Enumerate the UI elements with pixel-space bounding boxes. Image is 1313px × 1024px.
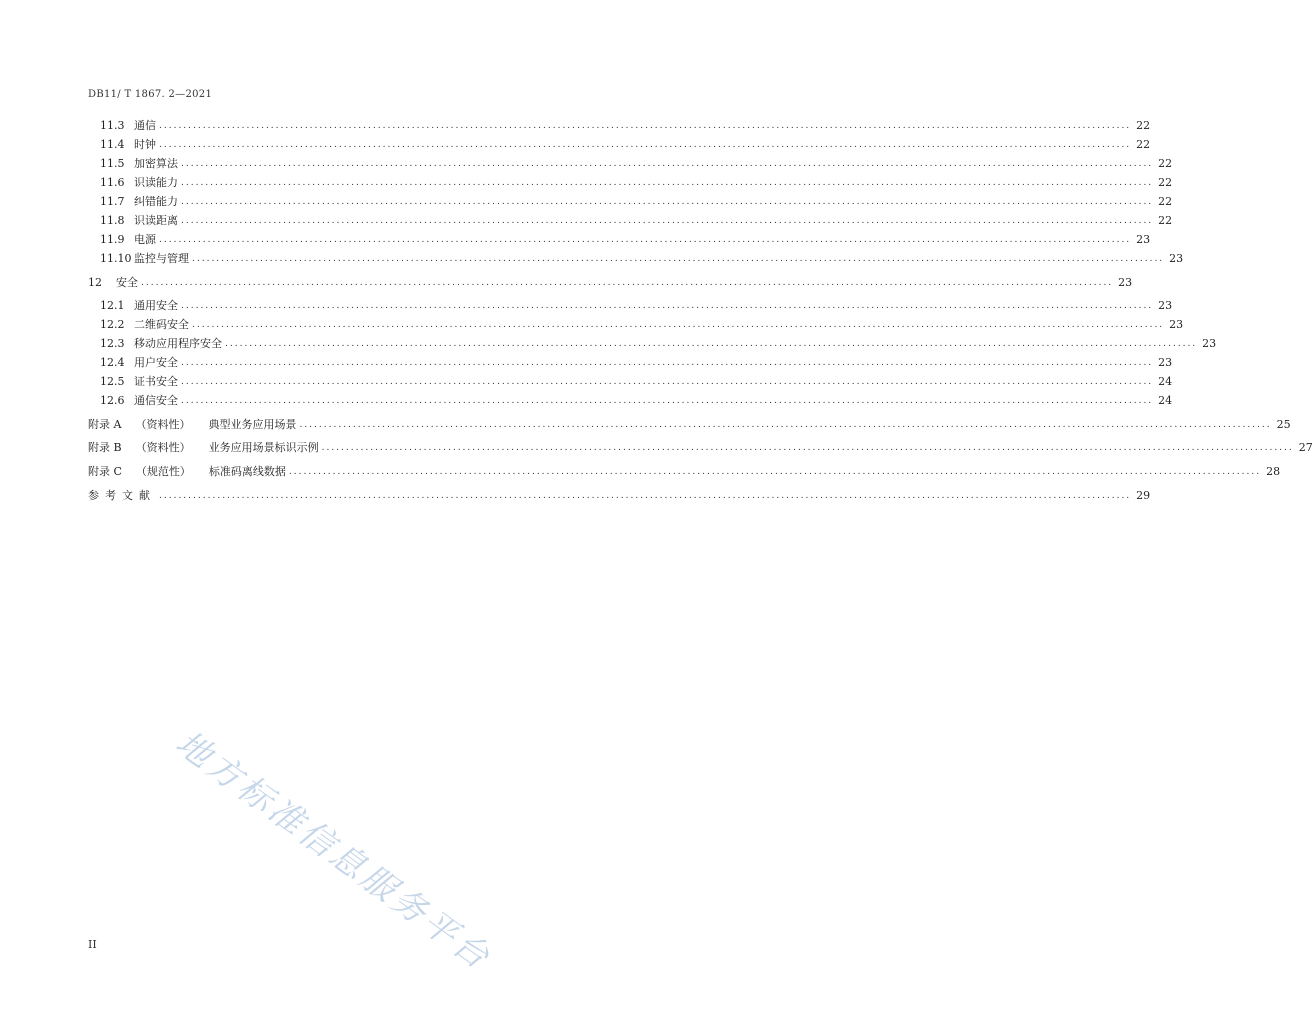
toc-leader: ........................................................................................................................................................................................................ bbox=[181, 377, 1154, 387]
toc-leader: ........................................................................................................................................................................................................ bbox=[141, 278, 1114, 288]
toc-number: 12.5 bbox=[100, 375, 125, 388]
toc-page: 29 bbox=[1136, 489, 1151, 502]
toc-leader: ........................................................................................................................................................................................................ bbox=[181, 358, 1154, 368]
toc-page: 24 bbox=[1158, 394, 1173, 407]
toc-appendix-type: （规范性） bbox=[135, 465, 191, 478]
toc-title: 典型业务应用场景 bbox=[208, 418, 297, 431]
toc-entry-11-8[interactable] bbox=[100, 213, 1173, 229]
toc-title: 监控与管理 bbox=[134, 252, 189, 265]
toc-number: 11.10 bbox=[100, 252, 132, 265]
toc-leader: ........................................................................................................................................................................................................ bbox=[181, 159, 1154, 169]
toc-entry-11-7[interactable] bbox=[100, 194, 1173, 210]
toc-number: 11.3 bbox=[100, 119, 125, 132]
toc-number: 12.4 bbox=[100, 356, 125, 369]
toc-title: 业务应用场景标识示例 bbox=[208, 441, 319, 454]
toc-page: 25 bbox=[1276, 418, 1291, 431]
toc-entry-12[interactable] bbox=[88, 275, 1133, 291]
toc-title: 用户安全 bbox=[134, 356, 178, 369]
toc-title: 识读能力 bbox=[134, 176, 178, 189]
toc-page: 22 bbox=[1158, 157, 1173, 170]
toc-number: 12.6 bbox=[100, 394, 125, 407]
page-number: II bbox=[88, 938, 97, 951]
toc-leader: ........................................................................................................................................................................................................ bbox=[159, 491, 1132, 501]
toc-leader: ........................................................................................................................................................................................................ bbox=[321, 443, 1294, 453]
toc-entry-appendix-a[interactable] bbox=[88, 417, 1291, 433]
toc-leader: ........................................................................................................................................................................................................ bbox=[159, 121, 1132, 131]
toc-title: 通用安全 bbox=[134, 299, 178, 312]
toc-leader: ........................................................................................................................................................................................................ bbox=[192, 254, 1165, 264]
toc-leader: ........................................................................................................................................................................................................ bbox=[159, 235, 1132, 245]
toc-entry-11-10[interactable] bbox=[100, 251, 1184, 267]
toc-page: 23 bbox=[1158, 356, 1173, 369]
toc-entry-references[interactable] bbox=[88, 488, 1151, 504]
toc-title: 标准码离线数据 bbox=[208, 465, 286, 478]
toc-leader: ........................................................................................................................................................................................................ bbox=[288, 467, 1262, 477]
toc-number: 11.8 bbox=[100, 214, 125, 227]
toc-title: 通信 bbox=[134, 119, 156, 132]
toc-number: 附录 C bbox=[88, 465, 122, 478]
toc-entry-11-9[interactable] bbox=[100, 232, 1151, 248]
toc-title: 参考文献 bbox=[88, 489, 156, 502]
toc-page: 22 bbox=[1158, 176, 1173, 189]
toc-entry-11-4[interactable] bbox=[100, 137, 1151, 153]
toc-entry-12-4[interactable] bbox=[100, 355, 1173, 371]
toc-page: 23 bbox=[1158, 299, 1173, 312]
toc-number: 12 bbox=[88, 276, 102, 289]
toc-number: 12.3 bbox=[100, 337, 125, 350]
toc-number: 11.4 bbox=[100, 138, 125, 151]
toc-number: 附录 B bbox=[88, 441, 122, 454]
toc-title: 二维码安全 bbox=[134, 318, 189, 331]
toc-title: 加密算法 bbox=[134, 157, 178, 170]
toc-leader: ........................................................................................................................................................................................................ bbox=[181, 197, 1154, 207]
toc-entry-11-6[interactable] bbox=[100, 175, 1173, 191]
toc-number: 11.5 bbox=[100, 157, 125, 170]
toc-entry-appendix-c[interactable] bbox=[88, 464, 1281, 480]
toc-number: 11.6 bbox=[100, 176, 125, 189]
toc-entry-12-2[interactable] bbox=[100, 317, 1184, 333]
document-id: DB11/ T 1867. 2—2021 bbox=[88, 89, 213, 100]
toc-title: 证书安全 bbox=[134, 375, 178, 388]
toc-page: 23 bbox=[1169, 252, 1184, 265]
toc-appendix-type: （资料性） bbox=[135, 418, 191, 431]
toc-entry-11-3[interactable] bbox=[100, 118, 1151, 134]
toc-entry-12-5[interactable] bbox=[100, 374, 1173, 390]
toc-leader: ........................................................................................................................................................................................................ bbox=[192, 320, 1165, 330]
toc-page: 23 bbox=[1202, 337, 1217, 350]
toc-page: 28 bbox=[1266, 465, 1281, 478]
toc-leader: ........................................................................................................................................................................................................ bbox=[159, 140, 1132, 150]
toc-number: 附录 A bbox=[88, 418, 122, 431]
toc-leader: ........................................................................................................................................................................................................ bbox=[299, 420, 1272, 430]
toc-page: 23 bbox=[1136, 233, 1151, 246]
toc-number: 11.9 bbox=[100, 233, 125, 246]
toc-page: 23 bbox=[1169, 318, 1184, 331]
toc-entry-12-1[interactable] bbox=[100, 298, 1173, 314]
watermark: 地方标准信息服务平台 bbox=[168, 723, 500, 979]
toc-appendix-type: （资料性） bbox=[135, 441, 191, 454]
toc-title: 电源 bbox=[134, 233, 156, 246]
toc-page: 22 bbox=[1136, 119, 1151, 132]
toc-entry-12-3[interactable] bbox=[100, 336, 1217, 352]
toc-leader: ........................................................................................................................................................................................................ bbox=[181, 178, 1154, 188]
toc-entry-11-5[interactable] bbox=[100, 156, 1173, 172]
toc-title: 安全 bbox=[116, 276, 138, 289]
toc-page: 24 bbox=[1158, 375, 1173, 388]
toc-number: 12.1 bbox=[100, 299, 125, 312]
toc-page: 23 bbox=[1118, 276, 1133, 289]
toc-leader: ........................................................................................................................................................................................................ bbox=[181, 216, 1154, 226]
toc-leader: ........................................................................................................................................................................................................ bbox=[181, 396, 1154, 406]
toc-leader: ........................................................................................................................................................................................................ bbox=[181, 301, 1154, 311]
toc-page: 22 bbox=[1136, 138, 1151, 151]
toc-title: 纠错能力 bbox=[134, 195, 178, 208]
toc-title: 识读距离 bbox=[134, 214, 178, 227]
toc-title: 通信安全 bbox=[134, 394, 178, 407]
toc-entry-12-6[interactable] bbox=[100, 393, 1173, 409]
toc-page: 27 bbox=[1298, 441, 1313, 454]
toc-number: 11.7 bbox=[100, 195, 125, 208]
toc-page: 22 bbox=[1158, 195, 1173, 208]
toc-page: 22 bbox=[1158, 214, 1173, 227]
toc-title: 移动应用程序安全 bbox=[134, 337, 222, 350]
toc-entry-appendix-b[interactable] bbox=[88, 440, 1313, 456]
toc-number: 12.2 bbox=[100, 318, 125, 331]
toc-title: 时钟 bbox=[134, 138, 156, 151]
toc-leader: ........................................................................................................................................................................................................ bbox=[225, 339, 1198, 349]
